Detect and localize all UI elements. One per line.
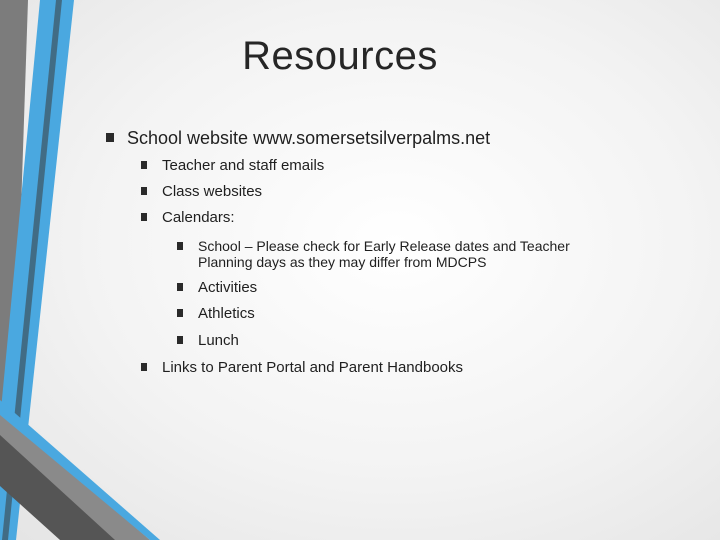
bullet-text: School website www.somersetsilverpalms.net (127, 128, 491, 148)
slide-title: Resources (242, 34, 438, 78)
bullet-icon (177, 283, 183, 291)
list-item (141, 183, 262, 200)
list-item (177, 305, 255, 322)
list-item (141, 209, 235, 226)
bullet-icon (141, 161, 147, 169)
bullet-icon (106, 133, 114, 142)
list-item (177, 332, 239, 349)
bullet-icon (177, 336, 183, 344)
bullet-text: Teacher and staff emails (162, 157, 325, 174)
bullet-text: Links to Parent Portal and Parent Handbooks (162, 359, 464, 376)
bullet-icon (141, 363, 147, 371)
bullet-text: Calendars: (162, 209, 235, 226)
bullet-icon (141, 187, 147, 195)
bullet-text: Activities (198, 279, 258, 296)
bullet-text: Lunch (198, 332, 239, 349)
bullet-icon (177, 242, 183, 250)
list-item (177, 238, 597, 270)
list-item (141, 157, 324, 174)
list-item (141, 359, 463, 376)
bullet-text: Class websites (162, 183, 263, 200)
bullet-text: School – Please check for Early Release dates and Teacher Planning days as they may differ from MDCPS (198, 238, 570, 270)
bullet-icon (141, 213, 147, 221)
bullet-icon (177, 309, 183, 317)
bullet-text: Athletics (198, 305, 255, 322)
list-item (106, 128, 490, 149)
list-item (177, 279, 257, 296)
